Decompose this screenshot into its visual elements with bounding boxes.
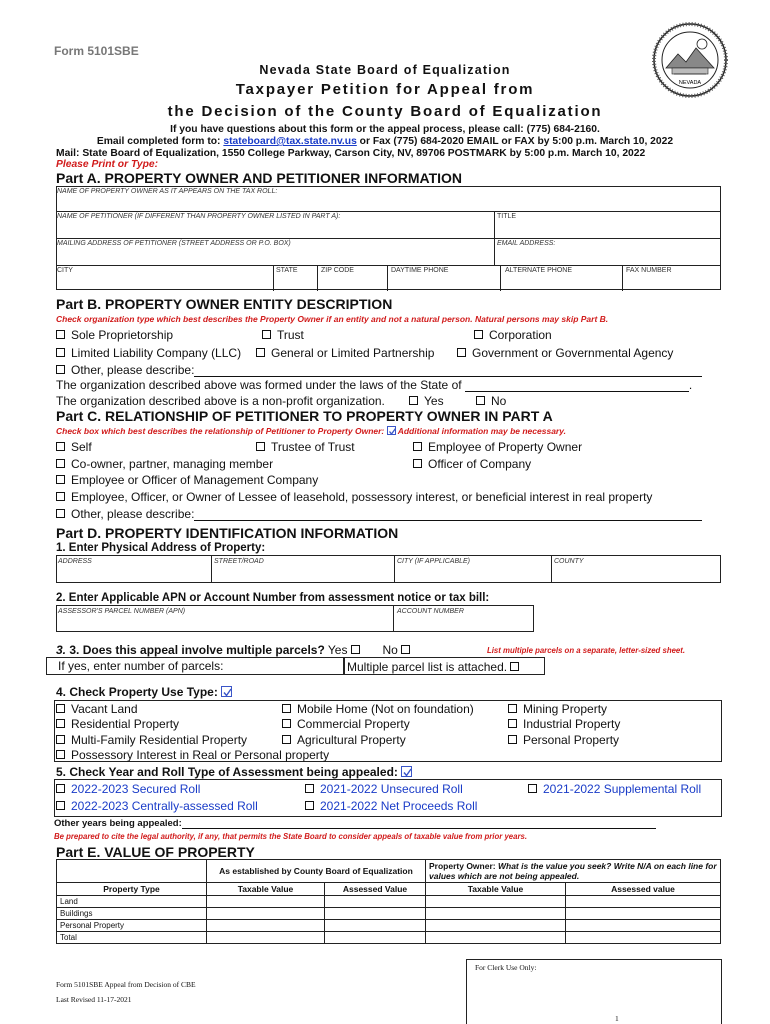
other-entity-label: Other, please describe:	[71, 363, 195, 377]
parcel-list-label: Multiple parcel list is attached.	[347, 660, 508, 674]
part-c-instruction-a: Check box which best describes the relationship of Petitioner to Property Owner:	[56, 426, 385, 436]
row-label: Buildings	[57, 908, 207, 920]
corporation-checkbox[interactable]	[474, 330, 483, 339]
apn-label: ASSESSOR'S PARCEL NUMBER (APN)	[58, 608, 186, 615]
officer-label: Officer of Company	[428, 457, 532, 471]
other-entity-checkbox[interactable]	[56, 365, 65, 374]
part-d-heading: Part D. PROPERTY IDENTIFICATION INFORMATION	[56, 525, 399, 541]
part-c-instruction	[56, 426, 566, 436]
clerk-use-label: For Clerk Use Only:	[475, 963, 537, 972]
value-cell[interactable]	[426, 908, 566, 920]
management-checkbox[interactable]	[56, 475, 65, 484]
unsecured-roll-checkbox[interactable]	[305, 784, 314, 793]
coowner-checkbox[interactable]	[56, 459, 65, 468]
page-number: 1	[615, 1014, 619, 1023]
owner-name-label: NAME OF PROPERTY OWNER AS IT APPEARS ON THE TAX ROLL:	[57, 188, 278, 195]
self-checkbox[interactable]	[56, 442, 65, 451]
number-of-parcels-box[interactable]	[46, 657, 344, 675]
mailing-address-label: MAILING ADDRESS OF PETITIONER (STREET ADDRESS OR P.O. BOX)	[57, 240, 291, 247]
management-label: Employee or Officer of Management Company	[71, 473, 319, 487]
sole-label: Sole Proprietorship	[71, 328, 174, 342]
central-roll-option[interactable]	[56, 799, 258, 813]
q4-check-icon	[221, 686, 232, 697]
owner-header-italic: What is the value you seek? Write N/A on each line for values which are not being appealed.	[429, 861, 717, 881]
q5-text: 5. Check Year and Roll Type of Assessment being appealed:	[56, 765, 398, 779]
officer-checkbox[interactable]	[413, 459, 422, 468]
table-row	[57, 920, 721, 932]
zip-label: ZIP CODE	[321, 267, 354, 274]
value-cell[interactable]	[207, 920, 325, 932]
state-label: STATE	[276, 267, 298, 274]
q5-check-icon	[401, 766, 412, 777]
corporation-label: Corporation	[489, 328, 552, 342]
mailing-address-field[interactable]	[59, 249, 491, 264]
mobile-home-option[interactable]	[282, 702, 474, 716]
parcel-list-box	[344, 657, 545, 675]
value-cell[interactable]	[325, 896, 426, 908]
partnership-label: General or Limited Partnership	[271, 346, 435, 360]
part-a-heading: Part A. PROPERTY OWNER AND PETITIONER INFORMATION	[56, 170, 463, 186]
personal-property-option[interactable]	[508, 733, 619, 747]
nonprofit-yes-checkbox[interactable]	[409, 396, 418, 405]
q3-yes-label: Yes	[327, 643, 348, 657]
mining-checkbox[interactable]	[508, 704, 517, 713]
question-2: 2. Enter Applicable APN or Account Number from assessment notice or tax bill:	[56, 592, 490, 604]
other-years-field[interactable]	[182, 819, 656, 829]
coowner-label: Co-owner, partner, managing member	[71, 457, 274, 471]
possessory-label: Possessory Interest in Real or Personal property	[71, 748, 330, 762]
nonprofit-text: The organization described above is a non-profit organization.	[56, 394, 385, 408]
trust-option[interactable]	[262, 328, 304, 342]
industrial-label: Industrial Property	[523, 717, 621, 731]
multifamily-option[interactable]	[56, 733, 247, 747]
mining-option[interactable]	[508, 702, 607, 716]
owner-name-field[interactable]	[59, 197, 719, 210]
value-table	[56, 859, 721, 944]
nonprofit-no-option[interactable]	[476, 394, 506, 408]
commercial-checkbox[interactable]	[282, 719, 291, 728]
questions-contact: If you have questions about this form or the appeal process, please call: (775) 684-2160.	[170, 124, 600, 135]
vacant-land-option[interactable]	[56, 702, 138, 716]
seal-text: NEVADA	[678, 80, 702, 86]
col-owner-assessed-value: Assessed value	[566, 883, 721, 896]
table-row	[57, 908, 721, 920]
llc-label: Limited Liability Company (LLC)	[71, 346, 242, 360]
petitioner-name-field[interactable]	[59, 222, 491, 237]
sole-checkbox[interactable]	[56, 330, 65, 339]
alternate-phone-label: ALTERNATE PHONE	[505, 267, 573, 274]
value-cell[interactable]	[566, 908, 721, 920]
account-number-label: ACCOUNT NUMBER	[397, 608, 464, 615]
other-relationship-field[interactable]	[194, 509, 702, 521]
government-option[interactable]	[457, 346, 673, 360]
part-e-heading: Part E. VALUE OF PROPERTY	[56, 844, 255, 860]
mail-instruction: Mail: State Board of Equalization, 1550 College Parkway, Carson City, NV, 89706 POSTMARK by 5:00 p.m. March 10, 2022	[56, 148, 646, 159]
daytime-phone-label: DAYTIME PHONE	[391, 267, 449, 274]
q3-yes-checkbox[interactable]	[351, 645, 360, 654]
employee-owner-option[interactable]	[413, 440, 582, 454]
employee-owner-checkbox[interactable]	[413, 442, 422, 451]
value-cell[interactable]	[426, 896, 566, 908]
agricultural-label: Agricultural Property	[297, 733, 406, 747]
email-address-label: EMAIL ADDRESS:	[497, 240, 556, 247]
trust-checkbox[interactable]	[262, 330, 271, 339]
other-relationship-checkbox[interactable]	[56, 509, 65, 518]
footer-form-line: Form 5101SBE Appeal from Decision of CBE	[56, 980, 196, 989]
value-cell[interactable]	[325, 932, 426, 944]
please-print: Please Print or Type:	[56, 159, 159, 170]
form-title-line1: Taxpayer Petition for Appeal from	[235, 81, 535, 98]
email-link[interactable]: stateboard@tax.state.nv.us	[223, 136, 357, 147]
county-board-header: As established by County Board of Equalization	[207, 860, 426, 883]
value-cell[interactable]	[566, 920, 721, 932]
commercial-option[interactable]	[282, 717, 410, 731]
value-cell[interactable]	[566, 932, 721, 944]
possessory-option[interactable]	[56, 748, 329, 762]
vacant-land-label: Vacant Land	[71, 702, 138, 716]
partnership-option[interactable]	[256, 346, 434, 360]
address-table[interactable]	[56, 555, 721, 583]
lessee-label: Employee, Officer, or Owner of Lessee of leasehold, possessory interest, or beneficial interest in real property	[71, 490, 653, 504]
table-row	[57, 896, 721, 908]
employee-owner-label: Employee of Property Owner	[428, 440, 583, 454]
llc-checkbox[interactable]	[56, 348, 65, 357]
part-a-table	[56, 186, 721, 290]
sole-proprietorship-option[interactable]	[56, 328, 173, 342]
question-4	[56, 685, 232, 699]
parcel-list-checkbox[interactable]	[510, 662, 519, 671]
secured-roll-option[interactable]	[56, 782, 200, 796]
email-instruction	[0, 136, 770, 147]
nonprofit-no-label: No	[491, 394, 507, 408]
secured-roll-label: 2022-2023 Secured Roll	[71, 782, 201, 796]
central-roll-checkbox[interactable]	[56, 801, 65, 810]
unsecured-roll-label: 2021-2022 Unsecured Roll	[320, 782, 463, 796]
owner-header-bold: Property Owner:	[429, 861, 496, 871]
partnership-checkbox[interactable]	[256, 348, 265, 357]
agency-name: Nevada State Board of Equalization	[259, 63, 511, 77]
formed-under-laws: The organization described above was formed under the laws of the State of .	[56, 378, 693, 392]
mobile-home-checkbox[interactable]	[282, 704, 291, 713]
trustee-label: Trustee of Trust	[271, 440, 355, 454]
form-title-line2: the Decision of the County Board of Equalization	[167, 103, 603, 120]
nonprofit-question	[56, 394, 385, 408]
multifamily-label: Multi-Family Residential Property	[71, 733, 248, 747]
row-label: Land	[57, 896, 207, 908]
unsecured-roll-option[interactable]	[305, 782, 463, 796]
value-cell[interactable]	[207, 932, 325, 944]
residential-label: Residential Property	[71, 717, 180, 731]
lessee-checkbox[interactable]	[56, 492, 65, 501]
owner-value-header	[426, 860, 721, 883]
fax-number-label: FAX NUMBER	[626, 267, 672, 274]
trust-label: Trust	[277, 328, 304, 342]
footer-revised: Last Revised 11-17-2021	[56, 995, 132, 1004]
petitioner-label: NAME OF PETITIONER (IF DIFFERENT THAN PROPERTY OWNER LISTED IN PART A):	[57, 213, 341, 220]
col-owner-taxable-value: Taxable Value	[426, 883, 566, 896]
value-cell[interactable]	[325, 908, 426, 920]
title-field[interactable]	[497, 222, 719, 237]
part-c-instruction-b: Additional information may be necessary.	[397, 426, 566, 436]
email-prefix: Email completed form to:	[96, 136, 224, 147]
possessory-checkbox[interactable]	[56, 750, 65, 759]
coowner-option[interactable]	[56, 457, 273, 471]
officer-option[interactable]	[413, 457, 531, 471]
secured-roll-checkbox[interactable]	[56, 784, 65, 793]
property-city-label: CITY (IF APPLICABLE)	[397, 558, 471, 565]
part-b-instruction: Check organization type which best describes the Property Owner if an entity and not a natural person. Natural persons may skip Part B.	[56, 314, 609, 324]
mining-label: Mining Property	[523, 702, 608, 716]
question-1: 1. Enter Physical Address of Property:	[56, 542, 266, 554]
multifamily-checkbox[interactable]	[56, 735, 65, 744]
table-row	[57, 932, 721, 944]
mobile-home-label: Mobile Home (Not on foundation)	[297, 702, 474, 716]
agricultural-option[interactable]	[282, 733, 406, 747]
residential-checkbox[interactable]	[56, 719, 65, 728]
other-years	[54, 818, 656, 829]
email-address-field[interactable]	[497, 249, 719, 264]
nonprofit-no-checkbox[interactable]	[476, 396, 485, 405]
lessee-option[interactable]	[56, 490, 652, 504]
q3-no-label: No	[382, 643, 398, 657]
part-c-heading: Part C. RELATIONSHIP OF PETITIONER TO PROPERTY OWNER IN PART A	[56, 408, 553, 424]
formed-text: The organization described above was formed under the laws of the State of	[56, 378, 462, 392]
value-cell[interactable]	[566, 896, 721, 908]
q3-hint: List multiple parcels on a separate, letter-sized sheet.	[487, 646, 686, 655]
trustee-option[interactable]	[256, 440, 355, 454]
part-b-heading: Part B. PROPERTY OWNER ENTITY DESCRIPTION	[56, 296, 393, 312]
llc-option[interactable]	[56, 346, 241, 360]
col-property-type: Property Type	[57, 883, 207, 896]
other-years-label: Other years being appealed:	[54, 818, 182, 829]
management-option[interactable]	[56, 473, 318, 487]
vacant-land-checkbox[interactable]	[56, 704, 65, 713]
industrial-option[interactable]	[508, 717, 620, 731]
address-label: ADDRESS	[58, 558, 92, 565]
row-label: Personal Property	[57, 920, 207, 932]
net-proceeds-roll-label: 2021-2022 Net Proceeds Roll	[320, 799, 478, 813]
trustee-checkbox[interactable]	[256, 442, 265, 451]
value-cell[interactable]	[426, 932, 566, 944]
value-cell[interactable]	[325, 920, 426, 932]
row-label: Total	[57, 932, 207, 944]
parcel-list-attached[interactable]	[347, 660, 525, 674]
commercial-label: Commercial Property	[297, 717, 410, 731]
email-suffix: or Fax (775) 684-2020 EMAIL or FAX by 5:00 p.m. March 10, 2022	[356, 136, 674, 147]
county-label: COUNTY	[554, 558, 584, 565]
government-label: Government or Governmental Agency	[472, 346, 674, 360]
supplemental-roll-checkbox[interactable]	[528, 784, 537, 793]
agricultural-checkbox[interactable]	[282, 735, 291, 744]
q4-text: 4. Check Property Use Type:	[56, 685, 218, 699]
nonprofit-yes-label: Yes	[424, 394, 444, 408]
value-cell[interactable]	[426, 920, 566, 932]
street-label: STREET/ROAD	[214, 558, 264, 565]
personal-property-checkbox[interactable]	[508, 735, 517, 744]
question-3: 3. 3. Does this appeal involve multiple parcels? Yes No	[56, 643, 416, 657]
clerk-use-box	[466, 959, 722, 1024]
net-proceeds-roll-checkbox[interactable]	[305, 801, 314, 810]
q3-text: 3. Does this appeal involve multiple parcels?	[69, 643, 325, 657]
number-of-parcels-label: If yes, enter number of parcels:	[58, 659, 224, 673]
residential-option[interactable]	[56, 717, 179, 731]
government-checkbox[interactable]	[457, 348, 466, 357]
supplemental-roll-option[interactable]	[528, 782, 701, 796]
other-years-hint: Be prepared to cite the legal authority, if any, that permits the State Board to consider appeals of taxable value from prior years.	[54, 832, 527, 841]
self-option[interactable]	[56, 440, 92, 454]
other-relationship-label: Other, please describe:	[71, 507, 195, 521]
other-relationship-option[interactable]	[56, 507, 702, 521]
form-number: Form 5101SBE	[54, 44, 139, 58]
industrial-checkbox[interactable]	[508, 719, 517, 728]
title-label: TITLE	[497, 213, 517, 220]
other-entity-option[interactable]	[56, 363, 702, 377]
personal-property-label: Personal Property	[523, 733, 620, 747]
checkmark-icon	[387, 426, 396, 435]
value-cell[interactable]	[207, 896, 325, 908]
supplemental-roll-label: 2021-2022 Supplemental Roll	[543, 782, 702, 796]
city-label: CITY	[57, 267, 73, 274]
question-5	[56, 765, 412, 779]
nonprofit-yes-option[interactable]	[409, 394, 444, 408]
central-roll-label: 2022-2023 Centrally-assessed Roll	[71, 799, 258, 813]
q3-no-checkbox[interactable]	[401, 645, 410, 654]
value-cell[interactable]	[207, 908, 325, 920]
other-entity-field[interactable]	[194, 365, 702, 377]
col-taxable-value: Taxable Value	[207, 883, 325, 896]
state-of-formation-field[interactable]	[465, 380, 689, 392]
col-assessed-value: Assessed Value	[325, 883, 426, 896]
self-label: Self	[71, 440, 92, 454]
apn-table[interactable]	[56, 605, 534, 632]
net-proceeds-roll-option[interactable]	[305, 799, 477, 813]
corporation-option[interactable]	[474, 328, 552, 342]
